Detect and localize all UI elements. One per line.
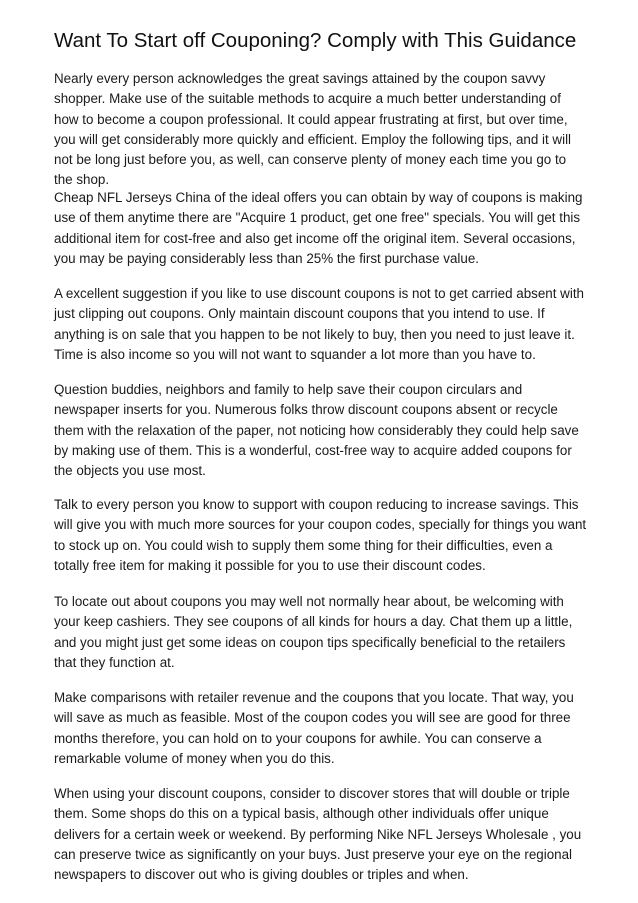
paragraph-cashiers: To locate out about coupons you may well not normally hear about, be welcoming with your keep cashiers. They see coupons of all kinds for hours a day. Chat them up a little, and you might just get some ideas on coupon tips specifically beneficial to the retailers that they function at.: [54, 594, 573, 670]
paragraph-clipping: A excellent suggestion if you like to use discount coupons is not to get carried absent with just clipping out coupons. Only maintain discount coupons that you intend to use. If anything is on sale that you happen to be not likely to buy, then you need to just leave it. Time is also income so you will not want to squander a lot more than you have to.: [54, 286, 584, 362]
paragraph-doubling: When using your discount coupons, consider to discover stores that will double or triple them. Some shops do this on a typical basis, although other individuals offer unique delivers for a certain week or weekend. By performing Nike NFL Jerseys Wholesale , you can preserve twice as significantly on your buys. Just preserve your eye on the regional newspapers to discover out who is giving doubles or triples and when.: [54, 786, 582, 883]
paragraph-comparisons: Make comparisons with retailer revenue and the coupons that you locate. That way, you will save as much as feasible. Most of the coupon codes you will see are good for three months therefore, you can hold on to your coupons for awhile. You can conserve a remarkable volume of money when you do this.: [54, 690, 574, 766]
paragraph-sources: Talk to every person you know to support with coupon reducing to increase savings. This will give you with much more sources for your coupon codes, specially for things you want to stock up on. You could wish to supply them some thing for their difficulties, even a totally free item for making it possible for you to use their discount codes.: [54, 497, 587, 573]
paragraph-bogo: Cheap NFL Jerseys China of the ideal offers you can obtain by way of coupons is making use of them anytime there are "Acquire 1 product, get one free" specials. You will get this additional item for cost-free and also get income off the original item. Several occasions, you may be paying considerably less than 25% the first purchase value.: [54, 190, 583, 266]
document-title: Want To Start off Couponing? Comply with This Guidance: [54, 29, 577, 52]
paragraph-intro: Nearly every person acknowledges the great savings attained by the coupon savvy shopper. Make use of the suitable methods to acquire a much better understanding of how to become a coupon professional. It could appear frustrating at first, but over time, you will get considerably more quickly and efficient. Employ the following tips, and it will not be long just before you, as well, can conserve plenty of money each time you go to the shop.: [54, 71, 572, 188]
paragraph-inserts: Question buddies, neighbors and family to help save their coupon circulars and newspaper inserts for you. Numerous folks throw discount coupons absent or recycle them with the relaxation of the paper, not noticing how considerably they could help save by making use of them. This is a wonderful, cost-free way to acquire added coupons for the objects you use most.: [54, 382, 579, 479]
